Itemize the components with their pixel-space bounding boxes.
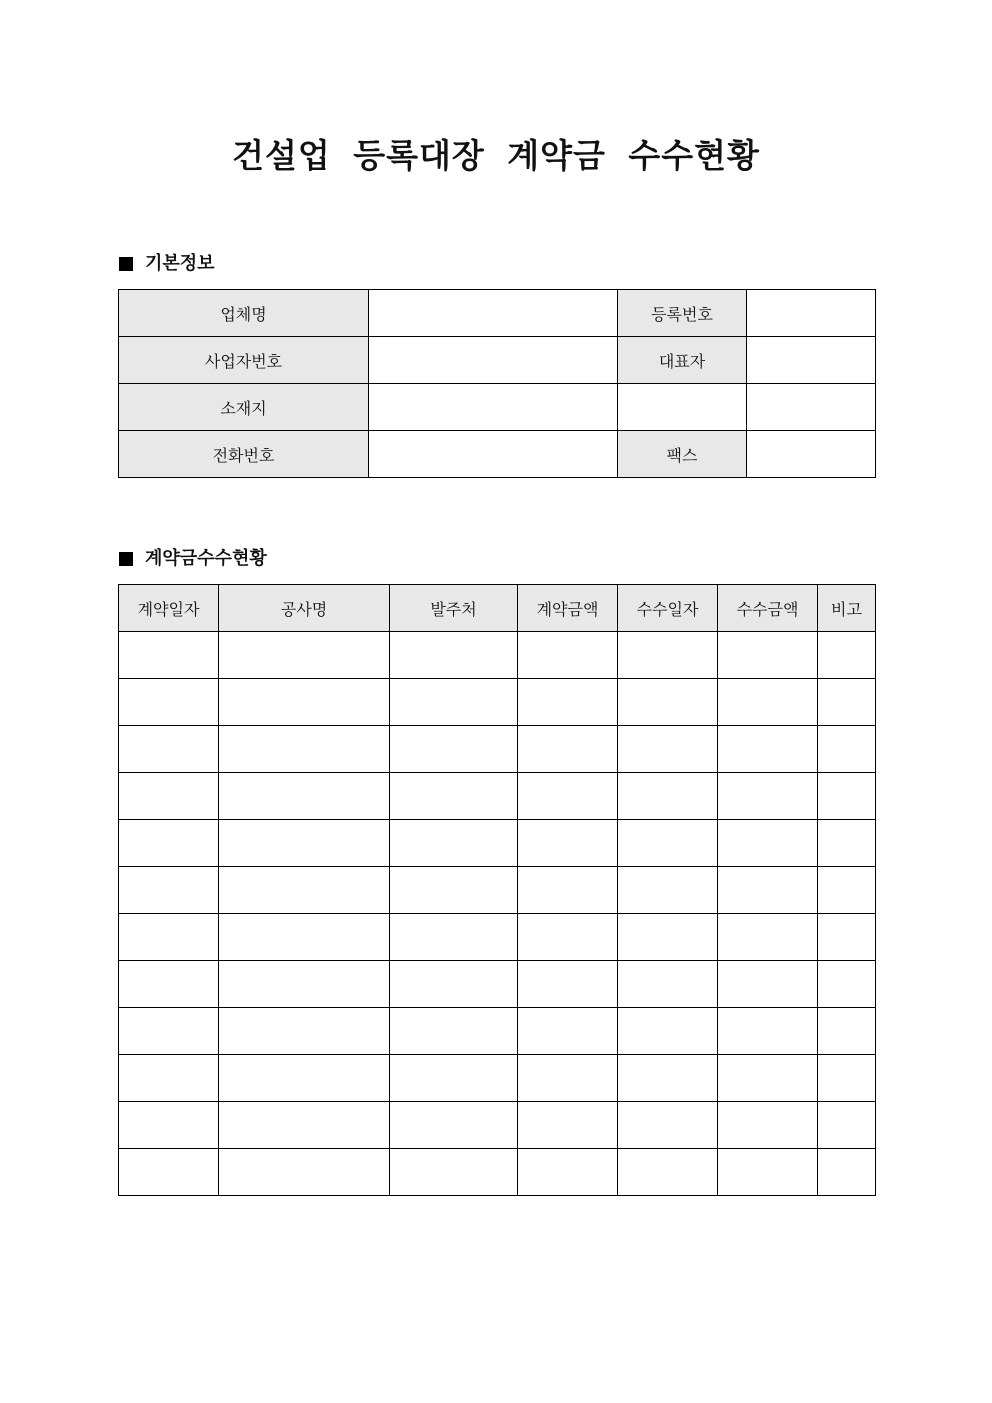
table-cell[interactable]: [718, 820, 818, 867]
table-row: [119, 384, 876, 431]
table-row: [119, 1149, 876, 1196]
representative-field[interactable]: [747, 337, 876, 384]
label-representative: 대표자: [618, 337, 747, 384]
table-cell[interactable]: [390, 914, 518, 961]
table-cell[interactable]: [618, 961, 718, 1008]
table-cell[interactable]: [219, 1055, 390, 1102]
table-cell[interactable]: [390, 1055, 518, 1102]
table-row: [119, 1008, 876, 1055]
address-extra-field[interactable]: [618, 384, 747, 431]
table-cell[interactable]: [818, 726, 876, 773]
table-row: [119, 431, 876, 478]
section-heading-basic-info: [119, 252, 215, 276]
table-cell[interactable]: [390, 773, 518, 820]
table-cell[interactable]: [119, 1102, 219, 1149]
phone-field[interactable]: [369, 431, 618, 478]
table-cell[interactable]: [818, 1008, 876, 1055]
label-fax: 팩스: [618, 431, 747, 478]
company-name-field[interactable]: [369, 290, 618, 337]
table-cell[interactable]: [119, 1149, 219, 1196]
table-cell[interactable]: [818, 820, 876, 867]
column-header-contract-date: 계약일자: [119, 585, 219, 632]
table-cell[interactable]: [518, 1055, 618, 1102]
table-header-row: [119, 585, 876, 632]
basic-info-table: [118, 289, 876, 478]
table-cell[interactable]: [119, 961, 219, 1008]
column-header-client: 발주처: [390, 585, 518, 632]
table-cell[interactable]: [119, 679, 219, 726]
table-cell[interactable]: [818, 679, 876, 726]
contract-table-body: [119, 632, 876, 1196]
table-row: [119, 773, 876, 820]
table-cell[interactable]: [718, 1055, 818, 1102]
table-cell[interactable]: [390, 820, 518, 867]
table-row: [119, 820, 876, 867]
table-cell[interactable]: [718, 679, 818, 726]
label-business-no: 사업자번호: [119, 337, 369, 384]
table-cell[interactable]: [219, 914, 390, 961]
table-cell[interactable]: [718, 1149, 818, 1196]
table-cell[interactable]: [219, 679, 390, 726]
table-cell[interactable]: [618, 820, 718, 867]
table-cell[interactable]: [618, 1055, 718, 1102]
table-cell[interactable]: [618, 1102, 718, 1149]
table-cell[interactable]: [518, 1008, 618, 1055]
table-cell[interactable]: [718, 726, 818, 773]
fax-field[interactable]: [747, 431, 876, 478]
column-header-contract-amount: 계약금액: [518, 585, 618, 632]
document-title: 건설업 등록대장 계약금 수수현황: [232, 136, 760, 175]
table-cell[interactable]: [119, 1008, 219, 1055]
section-heading-label: 기본정보: [145, 253, 215, 274]
table-cell[interactable]: [390, 726, 518, 773]
table-cell[interactable]: [390, 1149, 518, 1196]
table-cell[interactable]: [518, 632, 618, 679]
table-cell[interactable]: [119, 914, 219, 961]
table-cell[interactable]: [518, 773, 618, 820]
table-cell[interactable]: [119, 726, 219, 773]
table-cell[interactable]: [718, 1102, 818, 1149]
table-cell[interactable]: [518, 961, 618, 1008]
table-cell[interactable]: [618, 867, 718, 914]
table-cell[interactable]: [119, 867, 219, 914]
table-cell[interactable]: [119, 1055, 219, 1102]
table-row: [119, 726, 876, 773]
table-cell[interactable]: [219, 1149, 390, 1196]
table-cell[interactable]: [219, 1102, 390, 1149]
table-cell[interactable]: [390, 679, 518, 726]
table-cell[interactable]: [518, 867, 618, 914]
table-cell[interactable]: [818, 1149, 876, 1196]
table-cell[interactable]: [818, 914, 876, 961]
column-header-receipt-amount: 수수금액: [718, 585, 818, 632]
registration-no-field[interactable]: [747, 290, 876, 337]
table-cell[interactable]: [618, 632, 718, 679]
table-row: [119, 337, 876, 384]
table-cell[interactable]: [518, 1102, 618, 1149]
table-cell[interactable]: [518, 679, 618, 726]
table-cell[interactable]: [718, 961, 818, 1008]
table-cell[interactable]: [119, 632, 219, 679]
table-cell[interactable]: [818, 867, 876, 914]
table-cell[interactable]: [618, 1149, 718, 1196]
table-cell[interactable]: [219, 632, 390, 679]
table-cell[interactable]: [718, 867, 818, 914]
address-field[interactable]: [369, 384, 618, 431]
table-cell[interactable]: [618, 914, 718, 961]
table-cell[interactable]: [119, 773, 219, 820]
square-bullet-icon: [119, 552, 133, 566]
table-cell[interactable]: [618, 679, 718, 726]
square-bullet-icon: [119, 257, 133, 271]
table-cell[interactable]: [518, 726, 618, 773]
table-cell[interactable]: [390, 961, 518, 1008]
table-row: [119, 290, 876, 337]
table-cell[interactable]: [618, 1008, 718, 1055]
table-cell[interactable]: [718, 914, 818, 961]
table-row: [119, 1102, 876, 1149]
table-cell[interactable]: [518, 820, 618, 867]
table-row: [119, 961, 876, 1008]
label-company-name: 업체명: [119, 290, 369, 337]
column-header-project-name: 공사명: [219, 585, 390, 632]
table-cell[interactable]: [718, 632, 818, 679]
table-cell[interactable]: [219, 726, 390, 773]
table-cell[interactable]: [390, 1102, 518, 1149]
table-cell[interactable]: [219, 820, 390, 867]
table-row: [119, 1055, 876, 1102]
label-address: 소재지: [119, 384, 369, 431]
table-cell[interactable]: [219, 1008, 390, 1055]
table-row: [119, 679, 876, 726]
column-header-receipt-date: 수수일자: [618, 585, 718, 632]
table-cell[interactable]: [518, 914, 618, 961]
address-extra-field-2[interactable]: [747, 384, 876, 431]
label-phone: 전화번호: [119, 431, 369, 478]
table-cell[interactable]: [390, 1008, 518, 1055]
column-header-remarks: 비고: [818, 585, 876, 632]
table-cell[interactable]: [518, 1149, 618, 1196]
table-cell[interactable]: [390, 632, 518, 679]
table-cell[interactable]: [219, 961, 390, 1008]
table-cell[interactable]: [219, 867, 390, 914]
table-cell[interactable]: [818, 1055, 876, 1102]
table-cell[interactable]: [818, 961, 876, 1008]
table-cell[interactable]: [390, 867, 518, 914]
section-heading-label: 계약금수수현황: [145, 548, 267, 569]
section-heading-contract-status: [119, 547, 267, 571]
table-row: [119, 867, 876, 914]
table-cell[interactable]: [718, 1008, 818, 1055]
contract-status-table: [118, 584, 876, 1196]
table-cell[interactable]: [818, 632, 876, 679]
label-registration-no: 등록번호: [618, 290, 747, 337]
table-cell[interactable]: [818, 773, 876, 820]
table-cell[interactable]: [718, 773, 818, 820]
table-row: [119, 632, 876, 679]
table-cell[interactable]: [119, 820, 219, 867]
table-cell[interactable]: [818, 1102, 876, 1149]
table-cell[interactable]: [618, 773, 718, 820]
table-cell[interactable]: [618, 726, 718, 773]
business-no-field[interactable]: [369, 337, 618, 384]
table-row: [119, 914, 876, 961]
table-cell[interactable]: [219, 773, 390, 820]
